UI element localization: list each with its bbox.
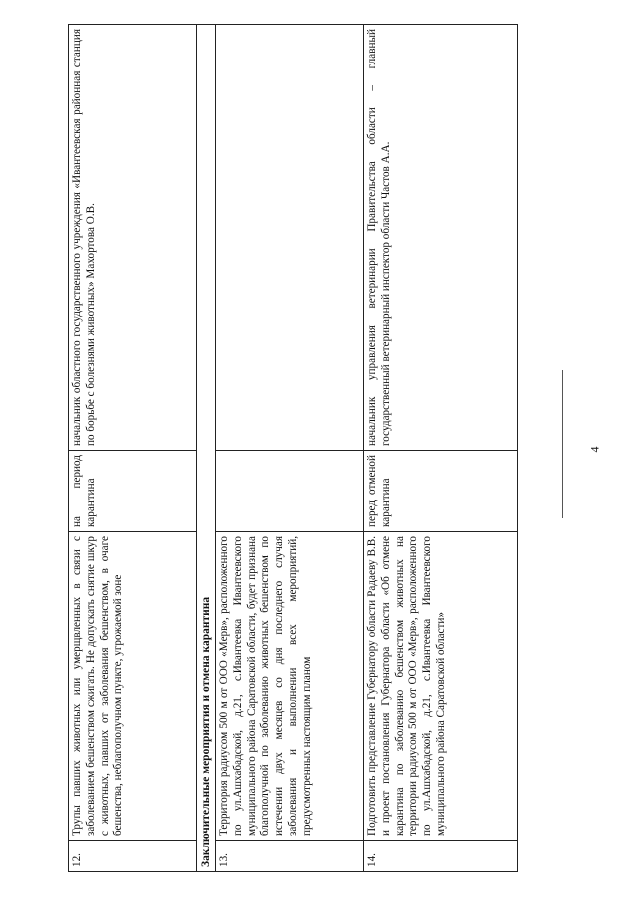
- row-number: 13.: [216, 841, 364, 872]
- page-number: 4: [587, 446, 602, 453]
- row-action: Территория радиусом 500 м от ООО «Мерв», расположенного по ул.Ашхабадской, д.21, с.Ивантеевка Ивантеевского муниципального района Саратовской области, будет признана благополучной по заболеванию животных бешенством по истечении двух месяцев со дня последнего случая заболевания и выполнении всех мероприятий, предусмотренных настоящим планом: [216, 532, 364, 841]
- row-action: Подготовить представление Губернатору области Радаеву В.В. и проект постановления Губернатора области «Об отмене карантина по заболеванию бешенством животных на территории радиусом 500 м от ООО «Мерв», расположенного по ул.Ашхабадской, д.21, с.Ивантеевка Ивантеевского муниципального района Саратовской области»: [364, 532, 518, 841]
- rotated-table-area: [68, 24, 518, 872]
- row-responsible: [216, 25, 364, 451]
- section-title: Заключительные мероприятия и отмена карантина: [197, 25, 216, 872]
- row-term: на период карантина: [69, 451, 197, 532]
- row-action: Трупы павших животных или умерщвленных в связи с заболеванием бешенством сжигать. Не допускать снятие шкур с животных, павших от заболевания бешенством, в очаге бешенства, неблагополучном пункте, угрожаемой зоне: [69, 532, 197, 841]
- row-responsible: начальник управления ветеринарии Правительства области – главный государственный ветеринарный инспектор области Частов А.А.: [364, 25, 518, 451]
- table-row: [364, 25, 518, 872]
- row-number: 12.: [69, 841, 197, 872]
- landscape-content: [68, 24, 518, 872]
- footnote-divider: [562, 370, 563, 518]
- row-responsible: начальник областного государственного учреждения «Ивантеевская районная станция по борьбе с болезнями животных» Махортова О.В.: [69, 25, 197, 451]
- section-row: [197, 25, 216, 872]
- row-term: [216, 451, 364, 532]
- row-number: 14.: [364, 841, 518, 872]
- row-term: перед отменой карантина: [364, 451, 518, 532]
- action-plan-table: [68, 24, 518, 872]
- table-row: [216, 25, 364, 872]
- table-row: [69, 25, 197, 872]
